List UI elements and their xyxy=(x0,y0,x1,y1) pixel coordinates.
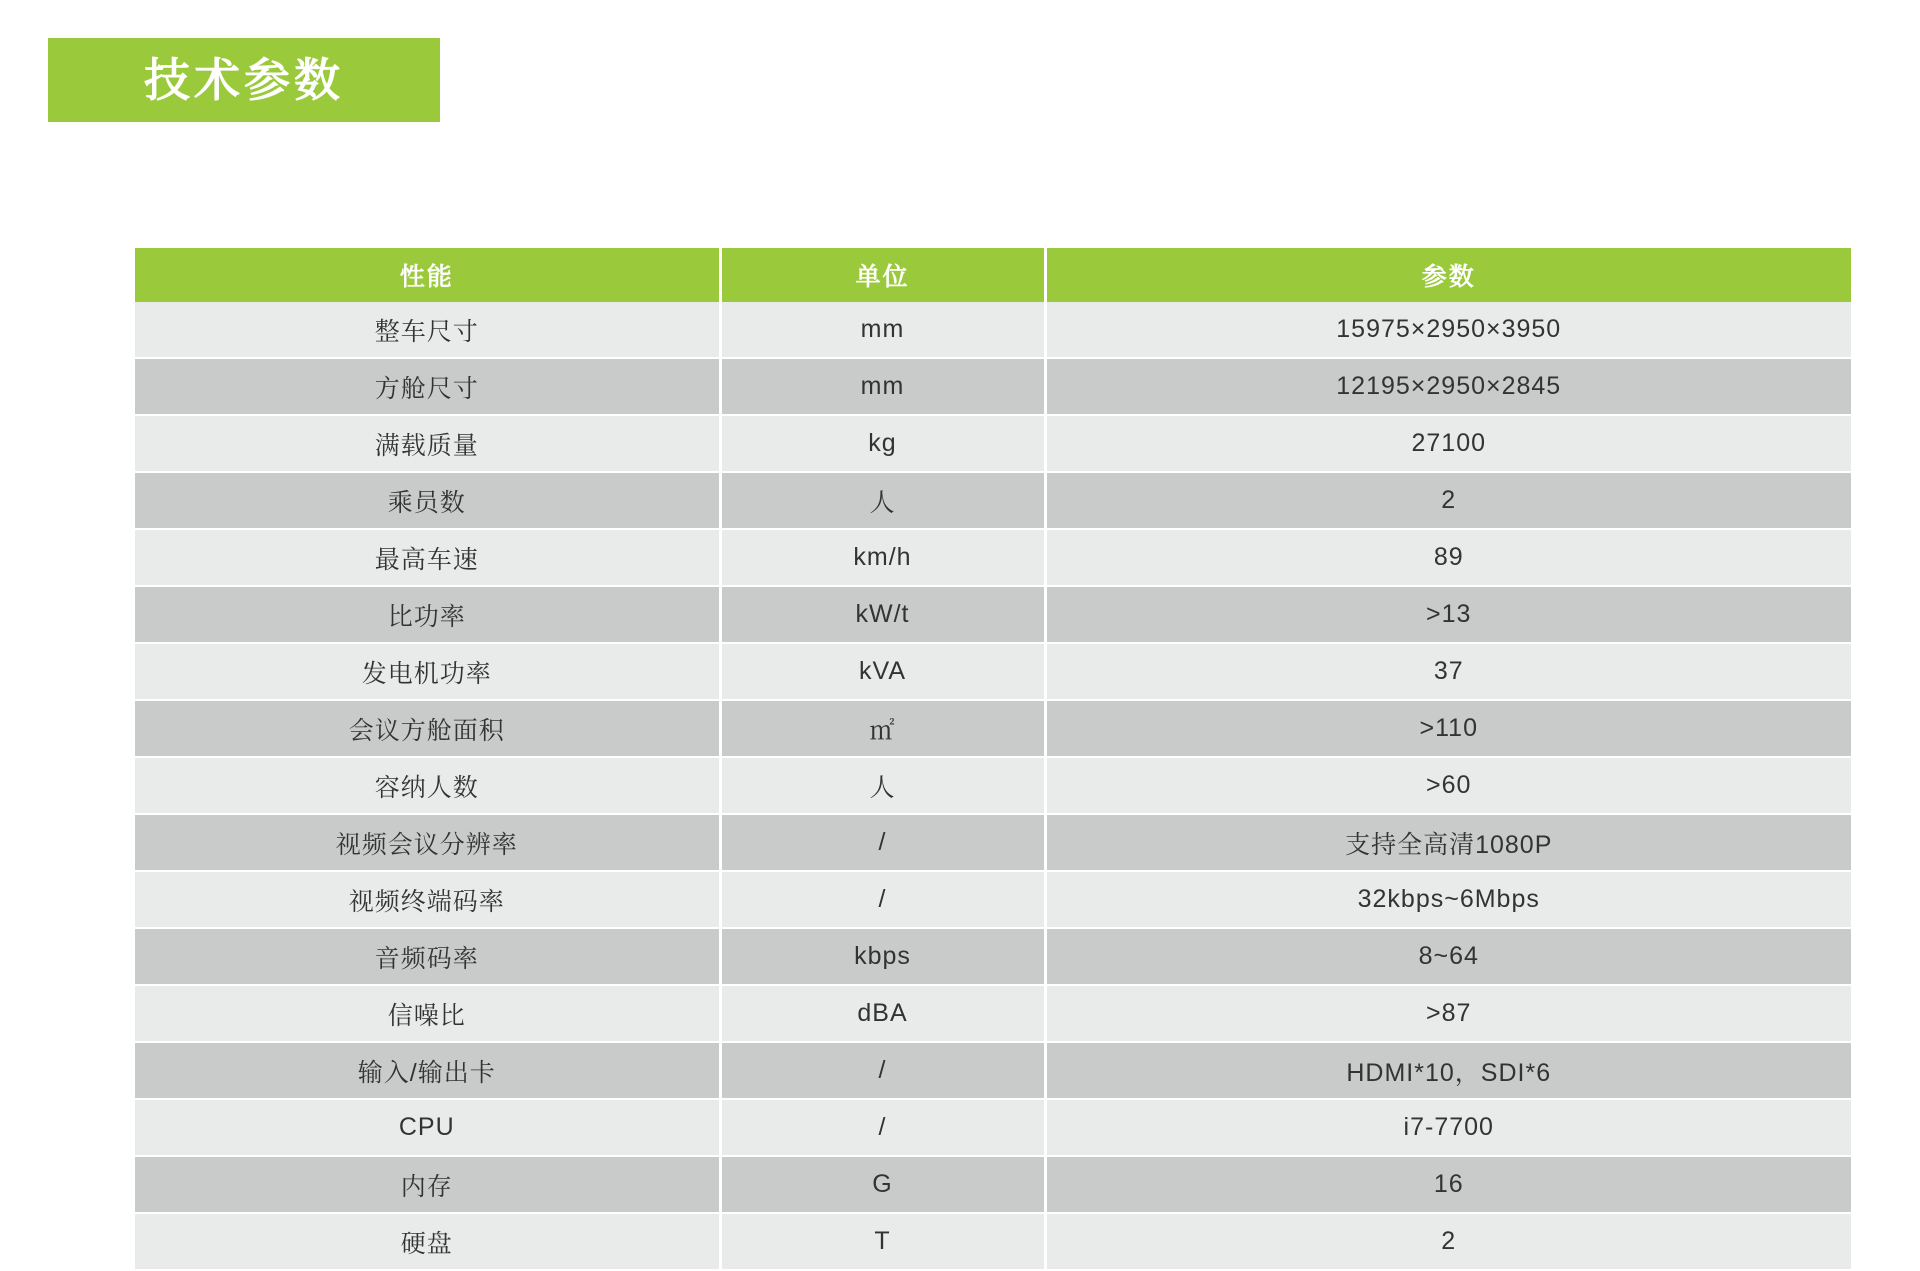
table-row xyxy=(135,1213,1851,1270)
cell-unit: / xyxy=(720,814,1045,871)
cell-unit: mm xyxy=(720,302,1045,358)
table-row xyxy=(135,814,1851,871)
cell-performance: 容纳人数 xyxy=(135,757,720,814)
page-title-badge xyxy=(48,38,440,122)
cell-performance: 比功率 xyxy=(135,586,720,643)
cell-parameter: 15975×2950×3950 xyxy=(1045,302,1851,358)
page-title: 技术参数 xyxy=(144,54,344,106)
cell-performance: 整车尺寸 xyxy=(135,302,720,358)
table-row xyxy=(135,643,1851,700)
table-row xyxy=(135,1156,1851,1213)
cell-unit: 人 xyxy=(720,472,1045,529)
cell-parameter: 27100 xyxy=(1045,415,1851,472)
cell-unit: / xyxy=(720,871,1045,928)
cell-unit: dBA xyxy=(720,985,1045,1042)
table-row xyxy=(135,700,1851,757)
column-header-performance: 性能 xyxy=(135,248,720,302)
cell-performance: 音频码率 xyxy=(135,928,720,985)
cell-unit: kbps xyxy=(720,928,1045,985)
cell-performance: 最高车速 xyxy=(135,529,720,586)
cell-parameter: HDMI*10，SDI*6 xyxy=(1045,1042,1851,1099)
cell-unit: 人 xyxy=(720,757,1045,814)
cell-parameter: 37 xyxy=(1045,643,1851,700)
cell-parameter: 89 xyxy=(1045,529,1851,586)
cell-performance: 输入/输出卡 xyxy=(135,1042,720,1099)
table-row xyxy=(135,472,1851,529)
cell-parameter: 2 xyxy=(1045,1213,1851,1270)
cell-performance: 方舱尺寸 xyxy=(135,358,720,415)
cell-performance: 视频终端码率 xyxy=(135,871,720,928)
cell-unit: kW/t xyxy=(720,586,1045,643)
column-header-unit: 单位 xyxy=(720,248,1045,302)
cell-unit: T xyxy=(720,1213,1045,1270)
cell-unit: kVA xyxy=(720,643,1045,700)
cell-performance: 内存 xyxy=(135,1156,720,1213)
table-row xyxy=(135,358,1851,415)
cell-performance: 会议方舱面积 xyxy=(135,700,720,757)
cell-parameter: >60 xyxy=(1045,757,1851,814)
cell-parameter: >13 xyxy=(1045,586,1851,643)
cell-parameter: >110 xyxy=(1045,700,1851,757)
table-header-row xyxy=(135,248,1851,302)
cell-parameter: 12195×2950×2845 xyxy=(1045,358,1851,415)
cell-unit: kg xyxy=(720,415,1045,472)
table-row xyxy=(135,871,1851,928)
cell-performance: 乘员数 xyxy=(135,472,720,529)
cell-unit: G xyxy=(720,1156,1045,1213)
table-row xyxy=(135,415,1851,472)
cell-performance: 视频会议分辨率 xyxy=(135,814,720,871)
table-row xyxy=(135,302,1851,358)
cell-performance: CPU xyxy=(135,1099,720,1156)
cell-parameter: 32kbps~6Mbps xyxy=(1045,871,1851,928)
cell-parameter: i7-7700 xyxy=(1045,1099,1851,1156)
spec-table-container xyxy=(135,248,1851,1271)
cell-parameter: >87 xyxy=(1045,985,1851,1042)
cell-unit: mm xyxy=(720,358,1045,415)
cell-parameter: 8~64 xyxy=(1045,928,1851,985)
table-row xyxy=(135,1042,1851,1099)
table-row xyxy=(135,985,1851,1042)
table-row xyxy=(135,529,1851,586)
cell-parameter: 2 xyxy=(1045,472,1851,529)
cell-performance: 发电机功率 xyxy=(135,643,720,700)
table-row xyxy=(135,928,1851,985)
cell-parameter: 支持全高清1080P xyxy=(1045,814,1851,871)
column-header-parameter: 参数 xyxy=(1045,248,1851,302)
cell-unit: ㎡ xyxy=(720,700,1045,757)
table-body xyxy=(135,302,1851,1270)
table-header xyxy=(135,248,1851,302)
cell-parameter: 16 xyxy=(1045,1156,1851,1213)
cell-unit: / xyxy=(720,1042,1045,1099)
table-row xyxy=(135,1099,1851,1156)
cell-performance: 信噪比 xyxy=(135,985,720,1042)
cell-performance: 硬盘 xyxy=(135,1213,720,1270)
table-row xyxy=(135,757,1851,814)
specifications-table xyxy=(135,248,1851,1271)
table-row xyxy=(135,586,1851,643)
cell-unit: km/h xyxy=(720,529,1045,586)
cell-performance: 满载质量 xyxy=(135,415,720,472)
cell-unit: / xyxy=(720,1099,1045,1156)
